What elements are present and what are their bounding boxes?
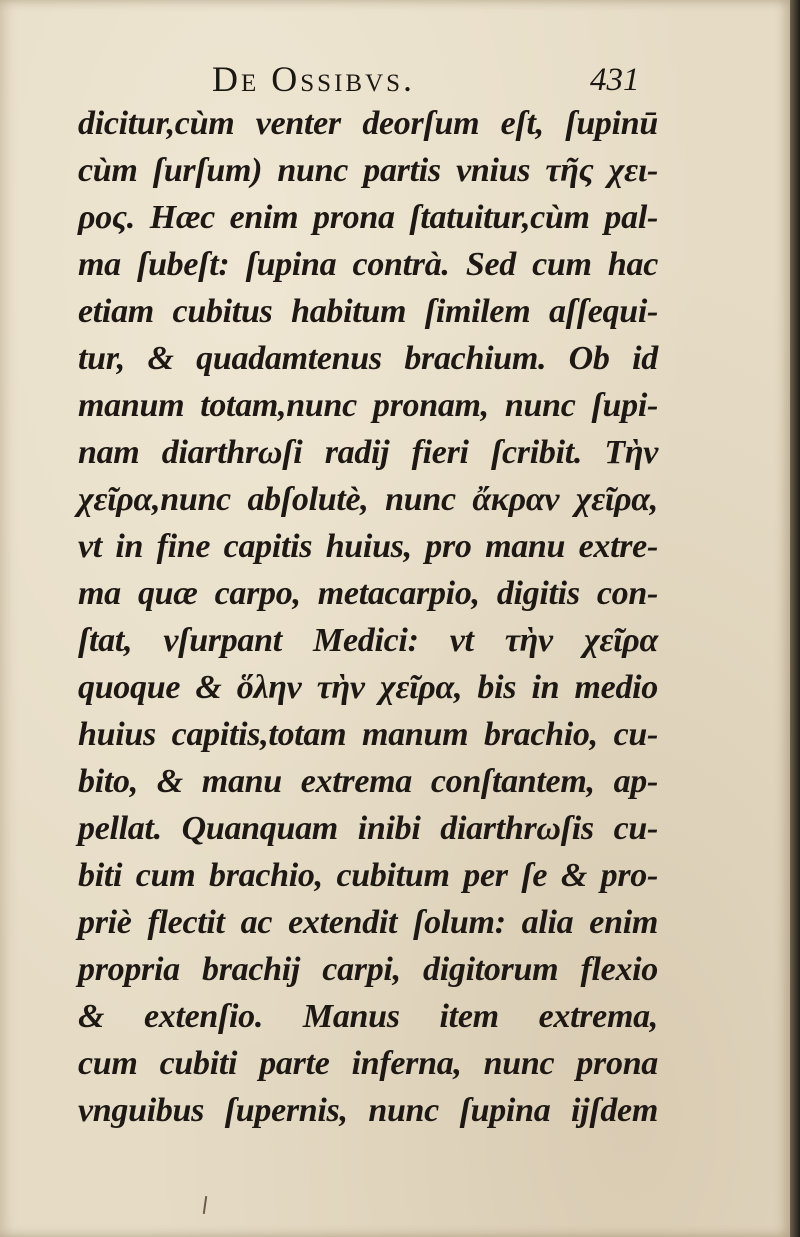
text-line: & extenſio. Manus item extrema, — [78, 998, 658, 1035]
text-line: huius capitis,totam manum brachio, cu- — [78, 716, 658, 753]
text-line: χεῖρα,nunc abſolutè, nunc ἄκραν χεῖρα, — [78, 481, 658, 518]
body-text — [78, 100, 658, 1134]
text-line: bito, & manu extrema conſtantem, ap- — [78, 763, 658, 800]
text-line: ma ſubeſt: ſupina contrà. Sed cum hac — [78, 246, 658, 283]
text-line: dicitur,cùm venter deorſum eſt, ſupinū — [78, 105, 658, 142]
text-line: cùm ſurſum) nunc partis vnius τῆς χει- — [78, 152, 658, 189]
text-line: ρος. Hæc enim prona ſtatuitur,cùm pal- — [78, 199, 658, 236]
page-header — [0, 48, 790, 98]
page-number: 431 — [590, 62, 640, 98]
text-line: priè flectit ac extendit ſolum: alia enim — [78, 904, 658, 941]
text-line: vt in fine capitis huius, pro manu extre- — [78, 528, 658, 565]
page-edge-shadow — [790, 0, 800, 1237]
text-line: tur, & quadamtenus brachium. Ob id — [78, 340, 658, 377]
text-line: propria brachij carpi, digitorum flexio — [78, 951, 658, 988]
text-line: vnguibus ſupernis, nunc ſupina ijſdem — [78, 1092, 658, 1129]
text-line: pellat. Quanquam inibi diarthrωſis cu- — [78, 810, 658, 847]
text-line: ſtat, vſurpant Medici: vt τὴν χεῖρα — [78, 622, 658, 659]
text-line: cum cubiti parte inferna, nunc prona — [78, 1045, 658, 1082]
text-line: ma quæ carpo, metacarpio, digitis con- — [78, 575, 658, 612]
text-line: etiam cubitus habitum ſimilem aſſequi- — [78, 293, 658, 330]
text-line: biti cum brachio, cubitum per ſe & pro- — [78, 857, 658, 894]
running-title: De Ossibvs. — [212, 59, 416, 99]
text-line: nam diarthrωſi radij fieri ſcribit. Τὴν — [78, 434, 658, 471]
text-line: quoque & ὅλην τὴν χεῖρα, bis in medio — [78, 669, 658, 706]
stray-ink-mark — [203, 1196, 207, 1214]
text-line: manum totam,nunc pronam, nunc ſupi- — [78, 387, 658, 424]
